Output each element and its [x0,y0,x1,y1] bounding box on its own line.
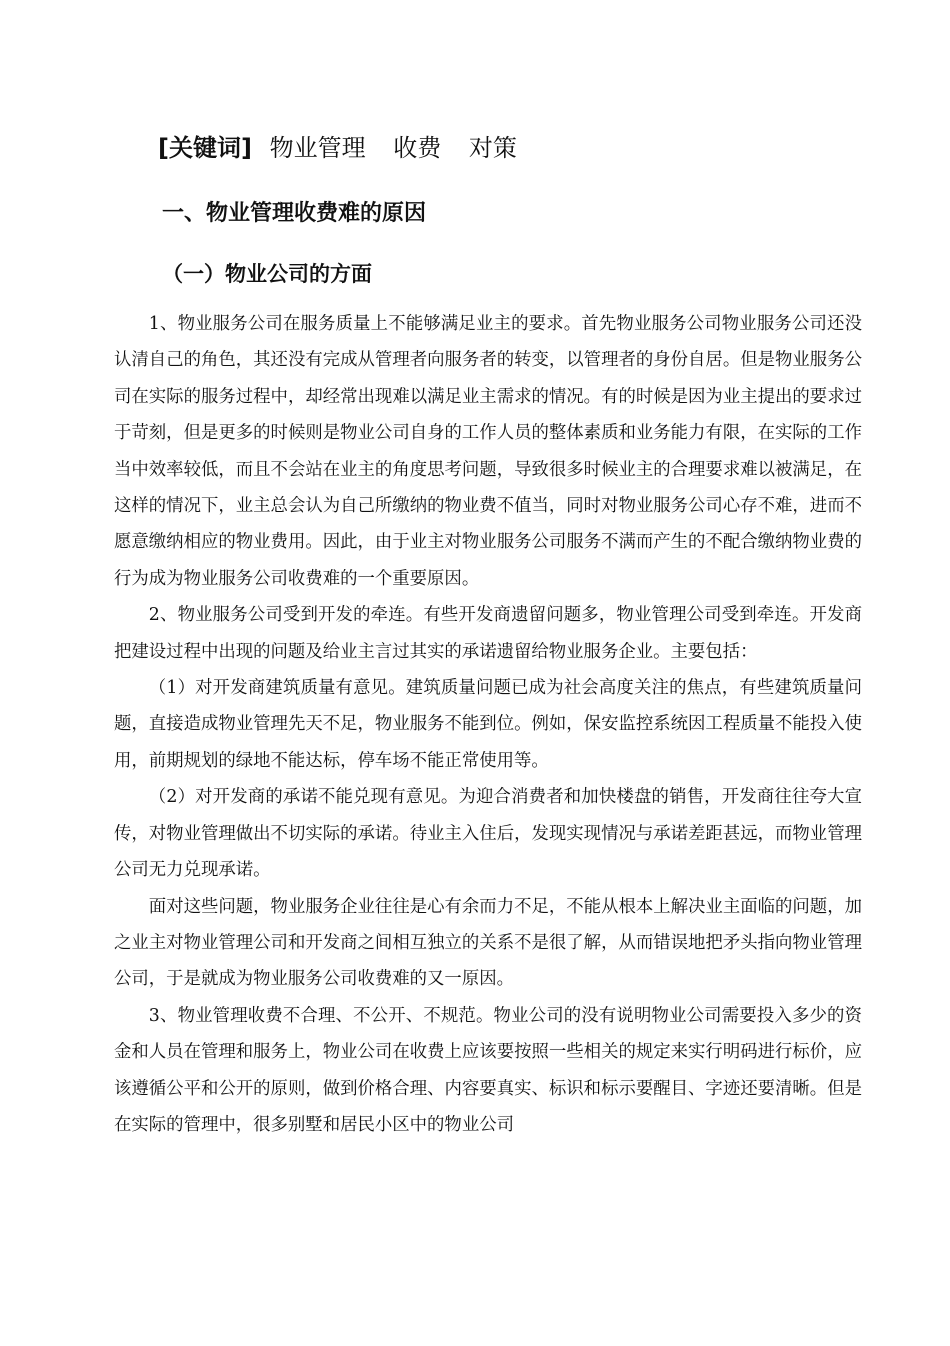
keyword-term: 收费 [393,134,442,162]
paragraph: 1、物业服务公司在服务质量上不能够满足业主的要求。首先物业服务公司物业服务公司还没认清自己的角色，其还没有完成从管理者向服务者的转变，以管理者的身份自居。但是物业服务公司在实际的服务过程中，却经常出现难以满足业主需求的情况。有的时候是因为业主提出的要求过于苛刻，但是更多的时候则是物业公司自身的工作人员的整体素质和业务能力有限，在实际的工作当中效率较低，而且不会站在业主的角度思考问题，导致很多时候业主的合理要求难以被满足，在这样的情况下，业主总会认为自己所缴纳的物业费不值当，同时对物业服务公司心存不难，进而不愿意缴纳相应的物业费用。因此，由于业主对物业服务公司服务不满而产生的不配合缴纳物业费的行为成为物业服务公司收费难的一个重要原因。 [114,314,862,589]
paragraph: （2）对开发商的承诺不能兑现有意见。为迎合消费者和加快楼盘的销售，开发商往往夸大宣传，对物业管理做出不切实际的承诺。待业主入住后，发现实现情况与承诺差距甚远，而物业管理公司无力兑现承诺。 [114,787,862,881]
paragraph: 面对这些问题，物业服务企业往往是心有余而力不足，不能从根本上解决业主面临的问题，加之业主对物业管理公司和开发商之间相互独立的关系不是很了解，从而错误地把矛头指向物业管理公司，于是就成为物业服务公司收费难的又一原因。 [114,896,862,990]
subsection-heading: （一）物业公司的方面 [162,262,372,286]
keyword-term: 物业管理 [269,134,366,162]
keywords-label: [关键词] [158,134,252,162]
section-heading: 一、物业管理收费难的原因 [162,201,427,226]
keyword-term: 对策 [468,134,517,162]
paragraph: 3、物业管理收费不合理、不公开、不规范。物业公司的没有说明物业公司需要投入多少的资金和人员在管理和服务上，物业公司在收费上应该要按照一些相关的规定来实行明码进行标价，应该遵循公平和公开的原则，做到价格合理、内容要真实、标识和标示要醒目、字迹还要清晰。但是在实际的管理中，很多别墅和居民小区中的物业公司 [114,1005,862,1135]
paragraph: 2、物业服务公司受到开发的牵连。有些开发商遗留问题多，物业管理公司受到牵连。开发商把建设过程中出现的问题及给业主言过其实的承诺遗留给物业服务企业。主要包括： [114,605,862,662]
body-text [114,306,862,1143]
paragraph: （1）对开发商建筑质量有意见。建筑质量问题已成为社会高度关注的焦点，有些建筑质量问题，直接造成物业管理先天不足，物业服务不能到位。例如，保安监控系统因工程质量不能投入使用，前期规划的绿地不能达标，停车场不能正常使用等。 [114,678,862,771]
keywords-line [158,128,537,168]
